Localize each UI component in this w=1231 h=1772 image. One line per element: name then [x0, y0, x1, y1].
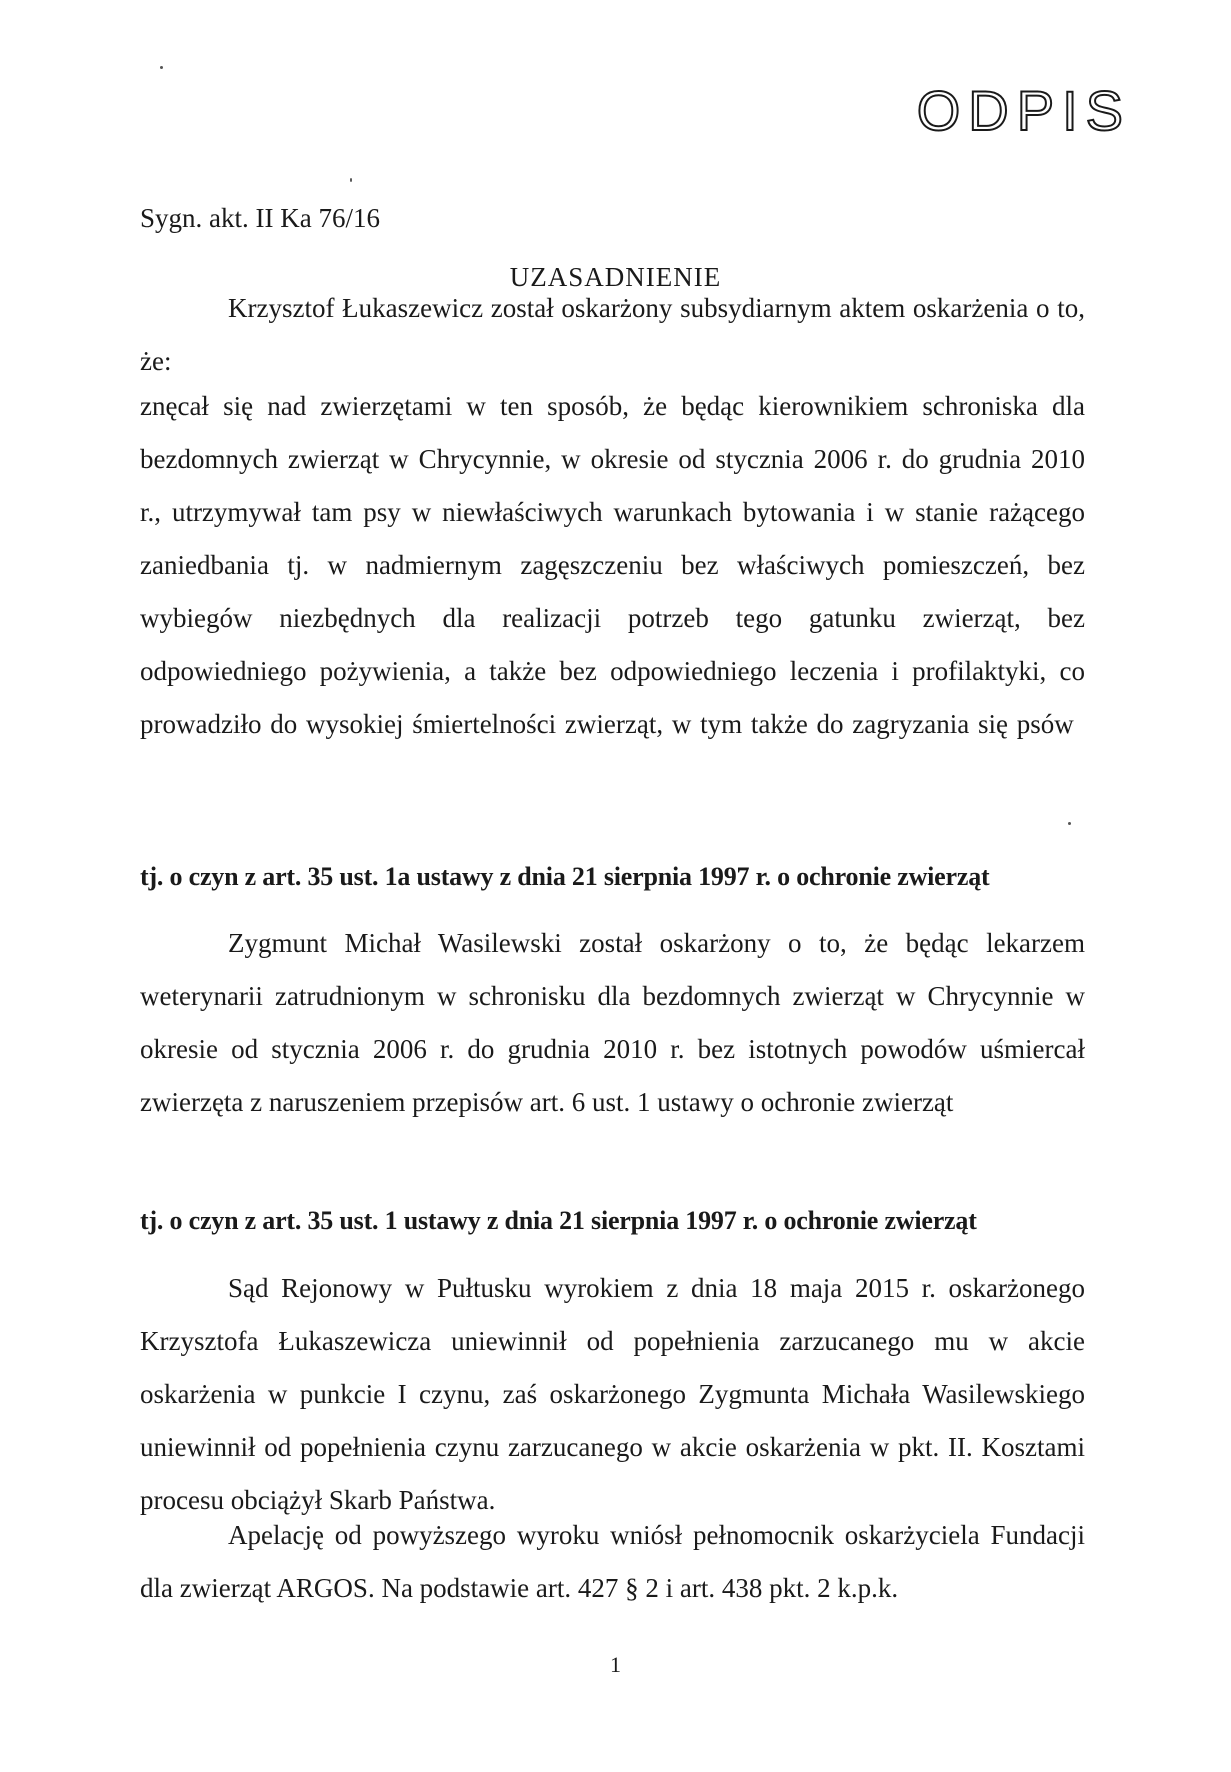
charge-paragraph-2: Zygmunt Michał Wasilewski został oskarżony o to, że będąc lekarzem weterynarii zatrudnionym w schronisku dla bezdomnych zwierząt w Chrycynnie w okresie od stycznia 2006 r. do grudnia 2010 r. bez istotnych powodów uśmiercał zwierzęta z naruszeniem przepisów art. 6 ust. 1 ustawy o ochronie zwierząt [140, 928, 1085, 1117]
scan-speck [160, 66, 163, 69]
copy-stamp: ODPIS [916, 79, 1131, 142]
legal-basis-1: tj. o czyn z art. 35 ust. 1a ustawy z dnia 21 sierpnia 1997 r. o ochronie zwierząt [140, 862, 990, 891]
case-signature: Sygn. akt. II Ka 76/16 [140, 203, 380, 233]
scan-speck [1068, 822, 1071, 825]
document-heading: UZASADNIENIE [509, 262, 722, 292]
charge-paragraph-1: znęcał się nad zwierzętami w ten sposób, że będąc kierownikiem schroniska dla bezdomnych zwierząt w Chrycynnie, w okresie od stycznia 2006 r. do grudnia 2010 r., utrzymywał tam psy w niewłaściwych warunkach bytowania i w stanie rażącego zaniedbania tj. w nadmiernym zagęszczeniu bez właściwych pomieszczeń, bez wybiegów niezbędnych dla realizacji potrzeb tego gatunku zwierząt, bez odpowiedniego pożywienia, a także bez odpowiedniego leczenia i profilaktyki, co prowadziło do wysokiej śmiertelności zwierząt, w tym także do zagryzania się psów [140, 391, 1085, 739]
page-number: 1 [610, 1652, 621, 1677]
intro-paragraph: Krzysztof Łukaszewicz został oskarżony subsydiarnym aktem oskarżenia o to, że: [140, 293, 1085, 376]
legal-basis-2: tj. o czyn z art. 35 ust. 1 ustawy z dnia 21 sierpnia 1997 r. o ochronie zwierząt [140, 1206, 977, 1235]
appeal-paragraph: Apelację od powyższego wyroku wniósł pełnomocnik oskarżyciela Fundacji dla zwierząt ARGOS. Na podstawie art. 427 § 2 i art. 438 pkt. 2 k.p.k. [140, 1520, 1085, 1603]
scan-speck [350, 178, 352, 182]
verdict-paragraph: Sąd Rejonowy w Pułtusku wyrokiem z dnia 18 maja 2015 r. oskarżonego Krzysztofa Łukaszewicza uniewinnił od popełnienia zarzucanego mu w akcie oskarżenia w punkcie I czynu, zaś oskarżonego Zygmunta Michała Wasilewskiego uniewinnił od popełnienia czynu zarzucanego w akcie oskarżenia w pkt. II. Kosztami procesu obciążył Skarb Państwa. [140, 1273, 1085, 1515]
